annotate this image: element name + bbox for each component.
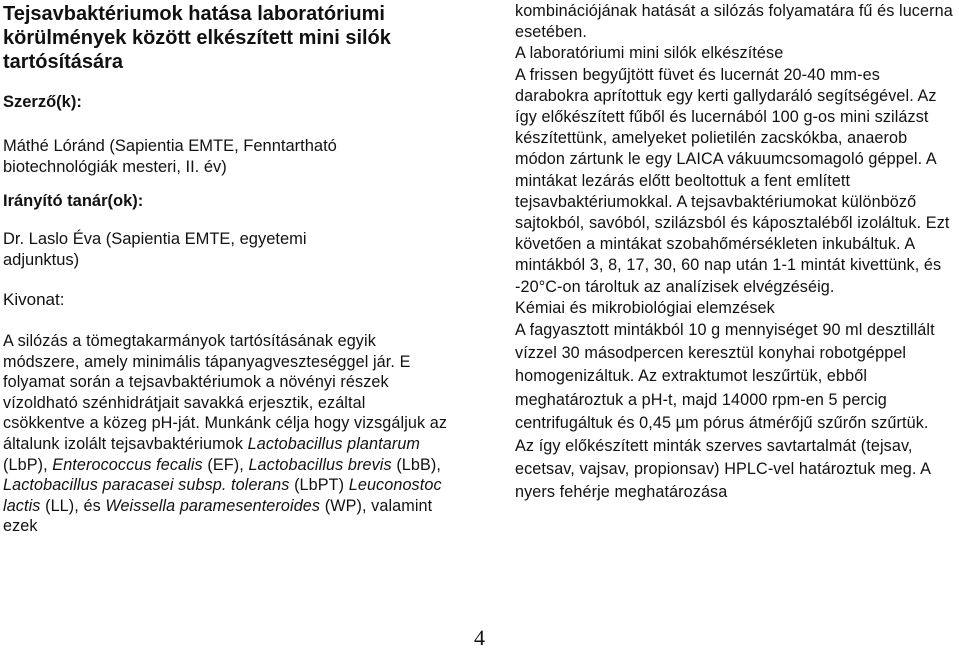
- supervisor-text: Dr. Laslo Éva (Sapientia EMTE, egyetemi adjunktus): [3, 230, 307, 269]
- authors-text: Máthé Lóránd (Sapientia EMTE, Fenntartható biotechnológiák mesteri, II. év): [3, 137, 337, 176]
- section-heading-analysis: Kémiai és mikrobiológiai elemzések: [515, 298, 775, 317]
- abbr-ll: (LL), és: [40, 496, 106, 515]
- paragraph-analysis: A fagyasztott mintákból 10 g mennyiséget 90 ml desztillált vízzel 30 másodpercen keresztül konyhai robotgéppel homogenizáltuk. Az extraktumot leszűrtük, ebből meghatároztuk a pH-t, majd 14000 rpm-en 5 percig centrifugáltuk és 0,45 µm pórus átmérőjű szűrőn szűrtük. Az így előkészített minták szerves savtartalmát (tejsav, ecetsav, vajsav, propionsav) HPLC-vel határoztuk meg. A nyers fehérje meghatározása: [515, 321, 935, 502]
- abstract-text: [3, 331, 451, 537]
- page-number: 4: [474, 625, 485, 650]
- species-lbb: Lactobacillus brevis: [248, 455, 392, 474]
- article-title: Tejsavbaktériumok hatása laboratóriumi körülmények között elkészített mini silók tartósítására: [3, 3, 391, 73]
- authors-label: Szerző(k):: [3, 93, 82, 111]
- species-ef: Enterococcus fecalis: [52, 455, 203, 474]
- abstract-label: Kivonat:: [3, 290, 65, 309]
- section-heading-mini-silos: A laboratóriumi mini silók elkészítése: [515, 44, 784, 63]
- species-lbpt: Lactobacillus paracasei subsp. tolerans: [3, 476, 290, 495]
- abbr-lbb: (LbB),: [396, 455, 441, 474]
- abbr-lbp: (LbP),: [3, 455, 48, 474]
- paragraph-continuation: kombinációjának hatását a silózás folyamatára fű és lucerna esetében.: [515, 2, 953, 42]
- abbr-ef: (EF),: [202, 455, 249, 474]
- species-wp: Weissella paramesenteroides: [105, 496, 321, 515]
- abbr-lbpt: (LbPT): [294, 476, 349, 495]
- abbr-wp: (WP), valamint ezek: [3, 496, 433, 536]
- right-column: [515, 0, 955, 505]
- abstract-text-main: A silózás a tömegtakarmányok tartósításának egyik módszere, amely minimális tápanyagveszteséggel jár. E folyamat során a tejsavbaktériumok a növényi részek vízoldható szénhidrátjait savakká erjesztik, ezáltal csökkentve a közeg pH-ját. Munkánk célja hogy vizsgáljuk az általunk izolált tejsavbaktériumok: [3, 332, 448, 453]
- supervisor-label: Irányító tanár(ok):: [3, 192, 144, 210]
- paragraph-methods: A frissen begyűjtött füvet és lucernát 20-40 mm-es darabokra aprítottuk egy kerti gallydaráló segítségével. Az így előkészített fűből és lucernából 100 g-os mini szilázst készítettünk, amelyeket polietilén zacskókba, anaerob módon zártunk le egy LAICA vákuumcsomagoló géppel. A mintákat lezárás előtt beoltottuk a fent említett tejsavbaktériumokkal. A tejsavbaktériumokat különböző sajtokból, savóból, szilázsból és káposztaléből izoláltuk. Ezt követően a mintákat szobahőmérsékleten inkubáltuk. A mintákból 3, 8, 17, 30, 60 nap után 1-1 mintát kivettünk, és -20°C-on tároltuk az analízisek elvégzéséig.: [515, 65, 950, 296]
- species-lbp: Lactobacillus plantarum: [247, 434, 421, 453]
- left-column: [3, 0, 455, 537]
- species-ll: Leuconostoc lactis: [3, 476, 442, 515]
